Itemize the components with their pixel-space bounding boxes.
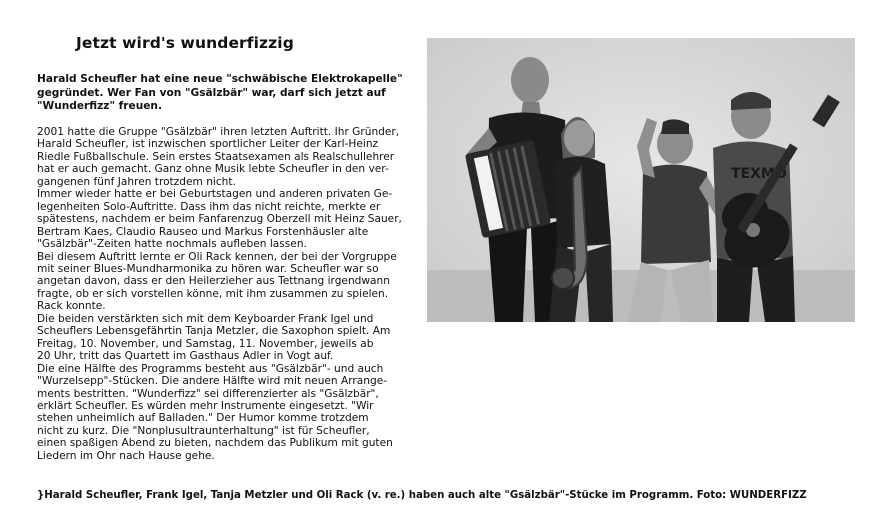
article-body xyxy=(37,126,417,462)
body-line: hat er auch gemacht. Ganz ohne Musik lebte Scheufler in den ver- xyxy=(37,163,389,176)
body-line: Riedle Fußballschule. Sein erstes Staatsexamen als Realschullehrer xyxy=(37,150,395,163)
article-title: Jetzt wird's wunderfizzig xyxy=(76,34,294,52)
body-line: einen spaßigen Abend zu bieten, nachdem das Publikum mit guten xyxy=(37,437,393,450)
body-line: Bei diesem Auftritt lernte er Oli Rack kennen, der bei der Vorgruppe xyxy=(37,250,397,263)
body-line: angetan davon, dass er den Heilerzieher aus Tettnang irgendwann xyxy=(37,275,390,288)
article-lead xyxy=(37,73,417,114)
body-line: Immer wieder hatte er bei Geburtstagen und anderen privaten Ge- xyxy=(37,188,393,201)
body-line: nicht zu kurz. Die "Nonplusultraunterhaltung" ist für Scheufler, xyxy=(37,424,370,437)
body-line: "Gsälzbär"-Zeiten hatte nochmals aufleben lassen. xyxy=(37,238,307,251)
lead-line: gegründet. Wer Fan von "Gsälzbär" war, darf sich jetzt auf xyxy=(37,86,386,99)
lead-line: Harald Scheufler hat eine neue "schwäbische Elektrokapelle" xyxy=(37,73,403,85)
body-line: spätestens, nachdem er beim Fanfarenzug Oberzell mit Heinz Sauer, xyxy=(37,213,402,226)
body-line: mit seiner Blues-Mundharmonika zu hören war. Scheufler war so xyxy=(37,262,379,275)
body-line: legenheiten Solo-Auftritte. Dass ihm das nicht reichte, merkte er xyxy=(37,200,381,213)
body-line: fragte, ob er sich vorstellen könne, mit ihm zusammen zu spielen. xyxy=(37,287,389,300)
photo-caption: }Harald Scheufler, Frank Igel, Tanja Metzler und Oli Rack (v. re.) haben auch alte "Gsälzbär"-Stücke im Programm. Foto: WUNDERFIZZ xyxy=(37,490,807,501)
body-line: 2001 hatte die Gruppe "Gsälzbär" ihren letzten Auftritt. Ihr Gründer, xyxy=(37,126,400,138)
lead-line: "Wunderfizz" freuen. xyxy=(37,100,162,112)
body-line: "Wurzelsepp"-Stücken. Die andere Hälfte wird mit neuen Arrange- xyxy=(37,375,388,388)
body-line: gangenen fünf Jahren trotzdem nicht. xyxy=(37,175,236,188)
body-line: Freitag, 10. November, und Samstag, 11. November, jeweils ab xyxy=(37,337,374,350)
body-line: Die beiden verstärkten sich mit dem Keyboarder Frank Igel und xyxy=(37,312,374,325)
body-line: Rack konnte. xyxy=(37,300,106,313)
body-line: Scheuflers Lebensgefährtin Tanja Metzler, die Saxophon spielt. Am xyxy=(37,325,391,338)
body-line: Bertram Kaes, Claudio Rauseo und Markus Forstenhäusler alte xyxy=(37,225,369,238)
body-line: ments bestritten. "Wunderfizz" sei differenzierter als "Gsälzbär", xyxy=(37,387,379,400)
body-line: erklärt Scheufler. Es würden mehr Instrumente eingesetzt. "Wir xyxy=(37,399,374,412)
shirt-logo: TEXMO xyxy=(731,166,787,182)
body-line: stehen unheimlich auf Balladen." Der Humor komme trotzdem xyxy=(37,412,369,425)
body-line: Liedern im Ohr nach Hause gehe. xyxy=(37,449,215,462)
band-photo xyxy=(427,38,855,322)
body-line: Harald Scheufler, ist inzwischen sportlicher Leiter der Karl-Heinz xyxy=(37,138,379,151)
body-line: Die eine Hälfte des Programms besteht aus "Gsälzbär"- und auch xyxy=(37,362,384,375)
body-line: 20 Uhr, tritt das Quartett im Gasthaus Adler in Vogt auf. xyxy=(37,350,334,363)
